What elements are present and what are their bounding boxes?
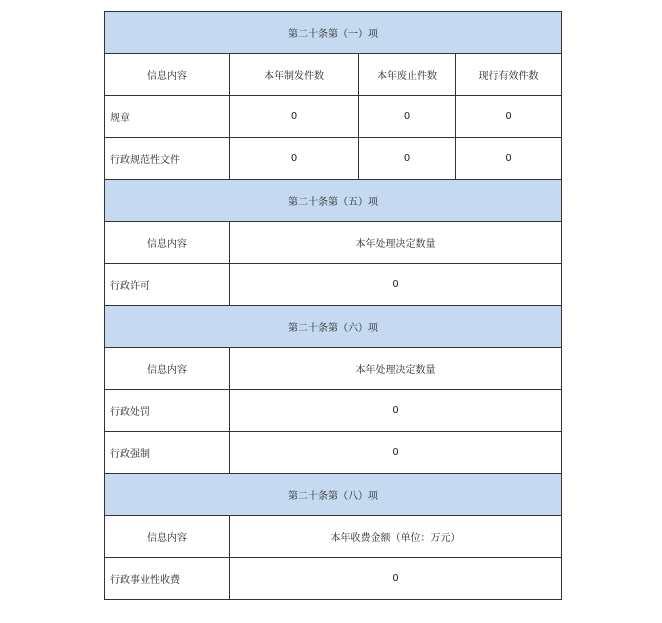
cell-in-force: 0: [456, 138, 562, 180]
table-row: [105, 390, 562, 432]
table-row: [105, 264, 562, 306]
row-label: 行政事业性收费: [105, 558, 230, 600]
cell-repealed: 0: [359, 138, 456, 180]
cell-value: 0: [230, 390, 562, 432]
column-header-repealed: 本年废止件数: [359, 54, 456, 96]
row-label: 行政处罚: [105, 390, 230, 432]
section-header-row: [105, 12, 562, 54]
cell-repealed: 0: [359, 96, 456, 138]
cell-issued: 0: [230, 138, 359, 180]
column-header-info: 信息内容: [105, 54, 230, 96]
disclosure-table: [104, 11, 562, 600]
table-row: [105, 138, 562, 180]
column-header-row: [105, 54, 562, 96]
cell-issued: 0: [230, 96, 359, 138]
section-title: 第二十条第（六）项: [105, 306, 562, 348]
section-header-row: [105, 306, 562, 348]
column-header-issued: 本年制发件数: [230, 54, 359, 96]
cell-value: 0: [230, 264, 562, 306]
section-header-row: [105, 180, 562, 222]
table-row: [105, 558, 562, 600]
column-header-row: [105, 222, 562, 264]
section-title: 第二十条第（一）项: [105, 12, 562, 54]
column-header-info: 信息内容: [105, 348, 230, 390]
row-label: 规章: [105, 96, 230, 138]
cell-value: 0: [230, 558, 562, 600]
row-label: 行政许可: [105, 264, 230, 306]
section-header-row: [105, 474, 562, 516]
column-header-info: 信息内容: [105, 222, 230, 264]
column-header-info: 信息内容: [105, 516, 230, 558]
row-label: 行政规范性文件: [105, 138, 230, 180]
column-header-count: 本年处理决定数量: [230, 348, 562, 390]
row-label: 行政强制: [105, 432, 230, 474]
column-header-row: [105, 348, 562, 390]
column-header-count: 本年处理决定数量: [230, 222, 562, 264]
column-header-in-force: 现行有效件数: [456, 54, 562, 96]
section-title: 第二十条第（五）项: [105, 180, 562, 222]
cell-value: 0: [230, 432, 562, 474]
column-header-amount: 本年收费金额（单位：万元）: [230, 516, 562, 558]
section-title: 第二十条第（八）项: [105, 474, 562, 516]
column-header-row: [105, 516, 562, 558]
table-row: [105, 96, 562, 138]
table-row: [105, 432, 562, 474]
cell-in-force: 0: [456, 96, 562, 138]
